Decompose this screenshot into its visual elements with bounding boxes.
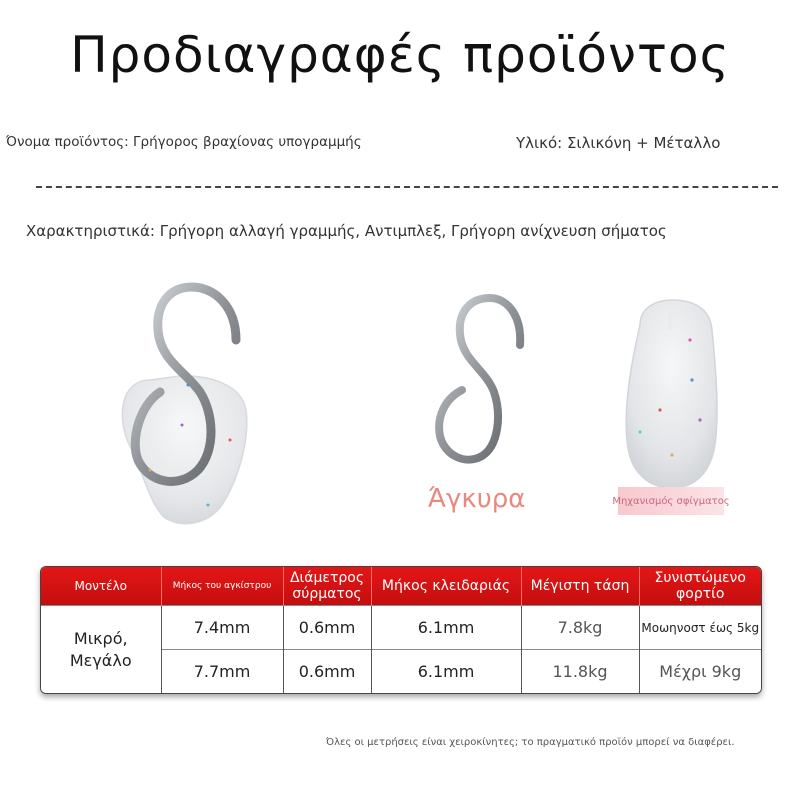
model-cell: Μικρό, Μεγάλο xyxy=(41,606,161,694)
header-recommended-load: Συνιστώμενο φορτίο xyxy=(639,567,761,606)
table-header-row xyxy=(41,567,761,606)
max-tension-cell: 11.8kg xyxy=(521,650,639,694)
anchor-hook xyxy=(439,298,520,460)
wire-diameter-cell: 0.6mm xyxy=(283,606,371,650)
recommended-load-cell: Μέχρι 9kg xyxy=(639,650,761,694)
silicone-sleeve xyxy=(626,300,717,488)
recommended-load-cell: Μοωηνοστ έως 5kg xyxy=(639,606,761,650)
features: Χαρακτηριστικά: Γρήγορη αλλαγή γραμμής, Αντιμπλεξ, Γρήγορη ανίχνευση σήματος xyxy=(26,222,667,240)
mechanism-label: Μηχανισμός σφίγματος xyxy=(618,487,724,515)
dashed-divider xyxy=(36,186,778,188)
disclaimer-note: Όλες οι μετρήσεις είναι χειροκίνητες; το πραγματικό προϊόν μπορεί να διαφέρει. xyxy=(326,737,735,748)
anchor-label: Άγκυρα xyxy=(428,484,526,514)
lock-length-cell: 6.1mm xyxy=(371,650,521,694)
header-max-tension: Μέγιστη τάση xyxy=(521,567,639,606)
lock-length-cell: 6.1mm xyxy=(371,606,521,650)
spec-table xyxy=(40,566,762,694)
header-lock-length: Μήκος κλειδαριάς xyxy=(371,567,521,606)
header-hook-length: Μήκος του αγκίστρου xyxy=(161,567,283,606)
header-wire-diameter: Διάμετρος σύρματος xyxy=(283,567,371,606)
page-title: Προδιαγραφές προϊόντος xyxy=(70,26,730,84)
hook-length-cell: 7.7mm xyxy=(161,650,283,694)
product-name: Όνομα προϊόντος: Γρήγορος βραχίονας υπογραμμής xyxy=(6,134,362,150)
product-illustration xyxy=(0,270,800,560)
header-model: Μοντέλο xyxy=(41,567,161,606)
hook-length-cell: 7.4mm xyxy=(161,606,283,650)
wire-diameter-cell: 0.6mm xyxy=(283,650,371,694)
table-row xyxy=(41,606,761,650)
max-tension-cell: 7.8kg xyxy=(521,606,639,650)
material: Υλικό: Σιλικόνη + Μέταλλο xyxy=(516,134,721,152)
assembled-clip xyxy=(122,287,246,524)
